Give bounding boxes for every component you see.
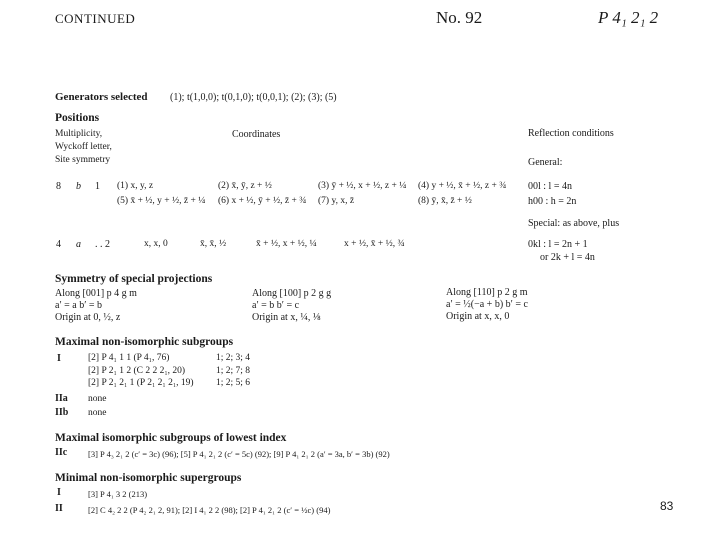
- projection-100-axes: a′ = b b′ = c: [252, 300, 300, 311]
- subgroup-1-ops: 1; 2; 3; 4: [216, 353, 251, 363]
- projection-100-heading: Along [100] p 2 g g: [252, 288, 332, 299]
- coord-7: (7) y, x, z̄: [318, 196, 355, 206]
- projection-001-axes: a′ = a b′ = b: [55, 300, 103, 311]
- projection-110-origin: Origin at x, x, 0: [446, 311, 510, 322]
- special-coord-3: x̄ + ½, x + ½, ¼: [256, 239, 317, 249]
- projection-001: [55, 288, 137, 324]
- projection-110-heading: Along [110] p 2 g m: [446, 287, 528, 298]
- space-group-number: No. 92: [436, 8, 483, 27]
- coord-1: (1) x, y, z: [117, 181, 154, 191]
- subgroup-3: [2] P 2₁ 2₁ 1 (P 2₁ 2₁ 2₁, 19): [88, 378, 194, 388]
- label-super-I: I: [57, 487, 61, 498]
- positions-title: Positions: [55, 112, 100, 124]
- multiplicity-8: 8: [56, 181, 61, 192]
- label-IIb: IIb: [55, 407, 69, 418]
- value-IIb: none: [88, 408, 107, 418]
- special-heading: Special: as above, plus: [528, 218, 620, 229]
- wyckoff-letter-b: b: [76, 181, 81, 192]
- value-super-I: [3] P 4₁ 3 2 (213): [88, 489, 148, 499]
- positions-column-head-1: [55, 128, 112, 167]
- head-multiplicity: Multiplicity,: [55, 129, 103, 139]
- page-number: 83: [660, 499, 674, 513]
- coord-5: (5) x̄ + ½, y + ½, z̄ + ¼: [117, 196, 206, 206]
- projection-001-heading: Along [001] p 4 g m: [55, 288, 137, 299]
- projections-title: Symmetry of special projections: [55, 273, 213, 285]
- projection-110: [446, 287, 528, 323]
- space-group-symbol: P 4₁ 2₁ 2: [598, 8, 659, 27]
- coord-4: (4) y + ½, x̄ + ½, z + ¾: [418, 181, 507, 191]
- continued-label: CONTINUED: [55, 11, 136, 26]
- projection-100: [252, 288, 331, 324]
- supergroups-title: Minimal non-isomorphic supergroups: [55, 472, 242, 484]
- site-symmetry-1: 1: [95, 181, 100, 192]
- label-I: I: [57, 353, 61, 364]
- subgroup-3-ops: 1; 2; 5; 6: [216, 378, 251, 388]
- label-IIc: IIc: [55, 447, 68, 458]
- subgroup-1: [2] P 4₁ 1 1 (P 4₁, 76): [88, 353, 170, 363]
- generators-label: Generators selected: [55, 91, 148, 103]
- site-symmetry-2: . . 2: [95, 239, 110, 250]
- head-site-symmetry: Site symmetry: [55, 155, 111, 165]
- coordinates-heading: Coordinates: [232, 129, 281, 140]
- multiplicity-4: 4: [56, 239, 61, 250]
- special-coord-4: x + ½, x̄ + ½, ¾: [344, 239, 405, 249]
- special-coord-2: x̄, x̄, ½: [200, 239, 227, 249]
- projection-001-origin: Origin at 0, ½, z: [55, 312, 121, 323]
- condition-0kl: 0kl : l = 2n + 1: [528, 239, 588, 250]
- value-IIa: none: [88, 394, 107, 404]
- value-super-II: [2] C 4₂ 2 2 (P 4₂ 2₁ 2, 91); [2] I 4₁ 2 2 (98); [2] P 4₁ 2₁ 2 (c′ = ½c) (94): [88, 505, 331, 515]
- head-wyckoff-letter: Wyckoff letter,: [55, 142, 112, 152]
- general-label: General:: [528, 157, 563, 168]
- nonisomorphic-title: Maximal non-isomorphic subgroups: [55, 336, 234, 348]
- generators-value: (1); t(1,0,0); t(0,1,0); t(0,0,1); (2); (3); (5): [170, 92, 337, 103]
- projection-100-origin: Origin at x, ¼, ⅛: [252, 312, 321, 323]
- condition-00l: 00l : l = 4n: [528, 181, 572, 192]
- subgroup-2-ops: 1; 2; 7; 8: [216, 366, 251, 376]
- label-IIa: IIa: [55, 393, 68, 404]
- special-coord-1: x, x, 0: [144, 239, 168, 249]
- isomorphic-title: Maximal isomorphic subgroups of lowest index: [55, 432, 287, 444]
- wyckoff-letter-a: a: [76, 239, 81, 250]
- condition-h00: h00 : h = 2n: [528, 196, 577, 207]
- subgroup-2: [2] P 2₁ 1 2 (C 2 2 2₁, 20): [88, 366, 186, 376]
- coord-2: (2) x̄, ȳ, z + ½: [218, 181, 272, 191]
- label-super-II: II: [55, 503, 63, 514]
- value-IIc: [3] P 4₃ 2₁ 2 (c′ = 3c) (96); [5] P 4₁ 2₁ 2 (c′ = 5c) (92); [9] P 4₁ 2₁ 2 (a′ = 3a, b′ = 3b) (92): [88, 449, 390, 459]
- coord-6: (6) x + ½, ȳ + ½, z̄ + ¾: [218, 196, 307, 206]
- projection-110-axes: a′ = ½(−a + b) b′ = c: [446, 299, 528, 310]
- coord-3: (3) ȳ + ½, x + ½, z + ¼: [318, 181, 407, 191]
- reflection-conditions-heading: Reflection conditions: [528, 128, 614, 139]
- condition-2k-l: or 2k + l = 4n: [540, 252, 595, 263]
- coord-8: (8) ȳ, x̄, z̄ + ½: [418, 196, 472, 206]
